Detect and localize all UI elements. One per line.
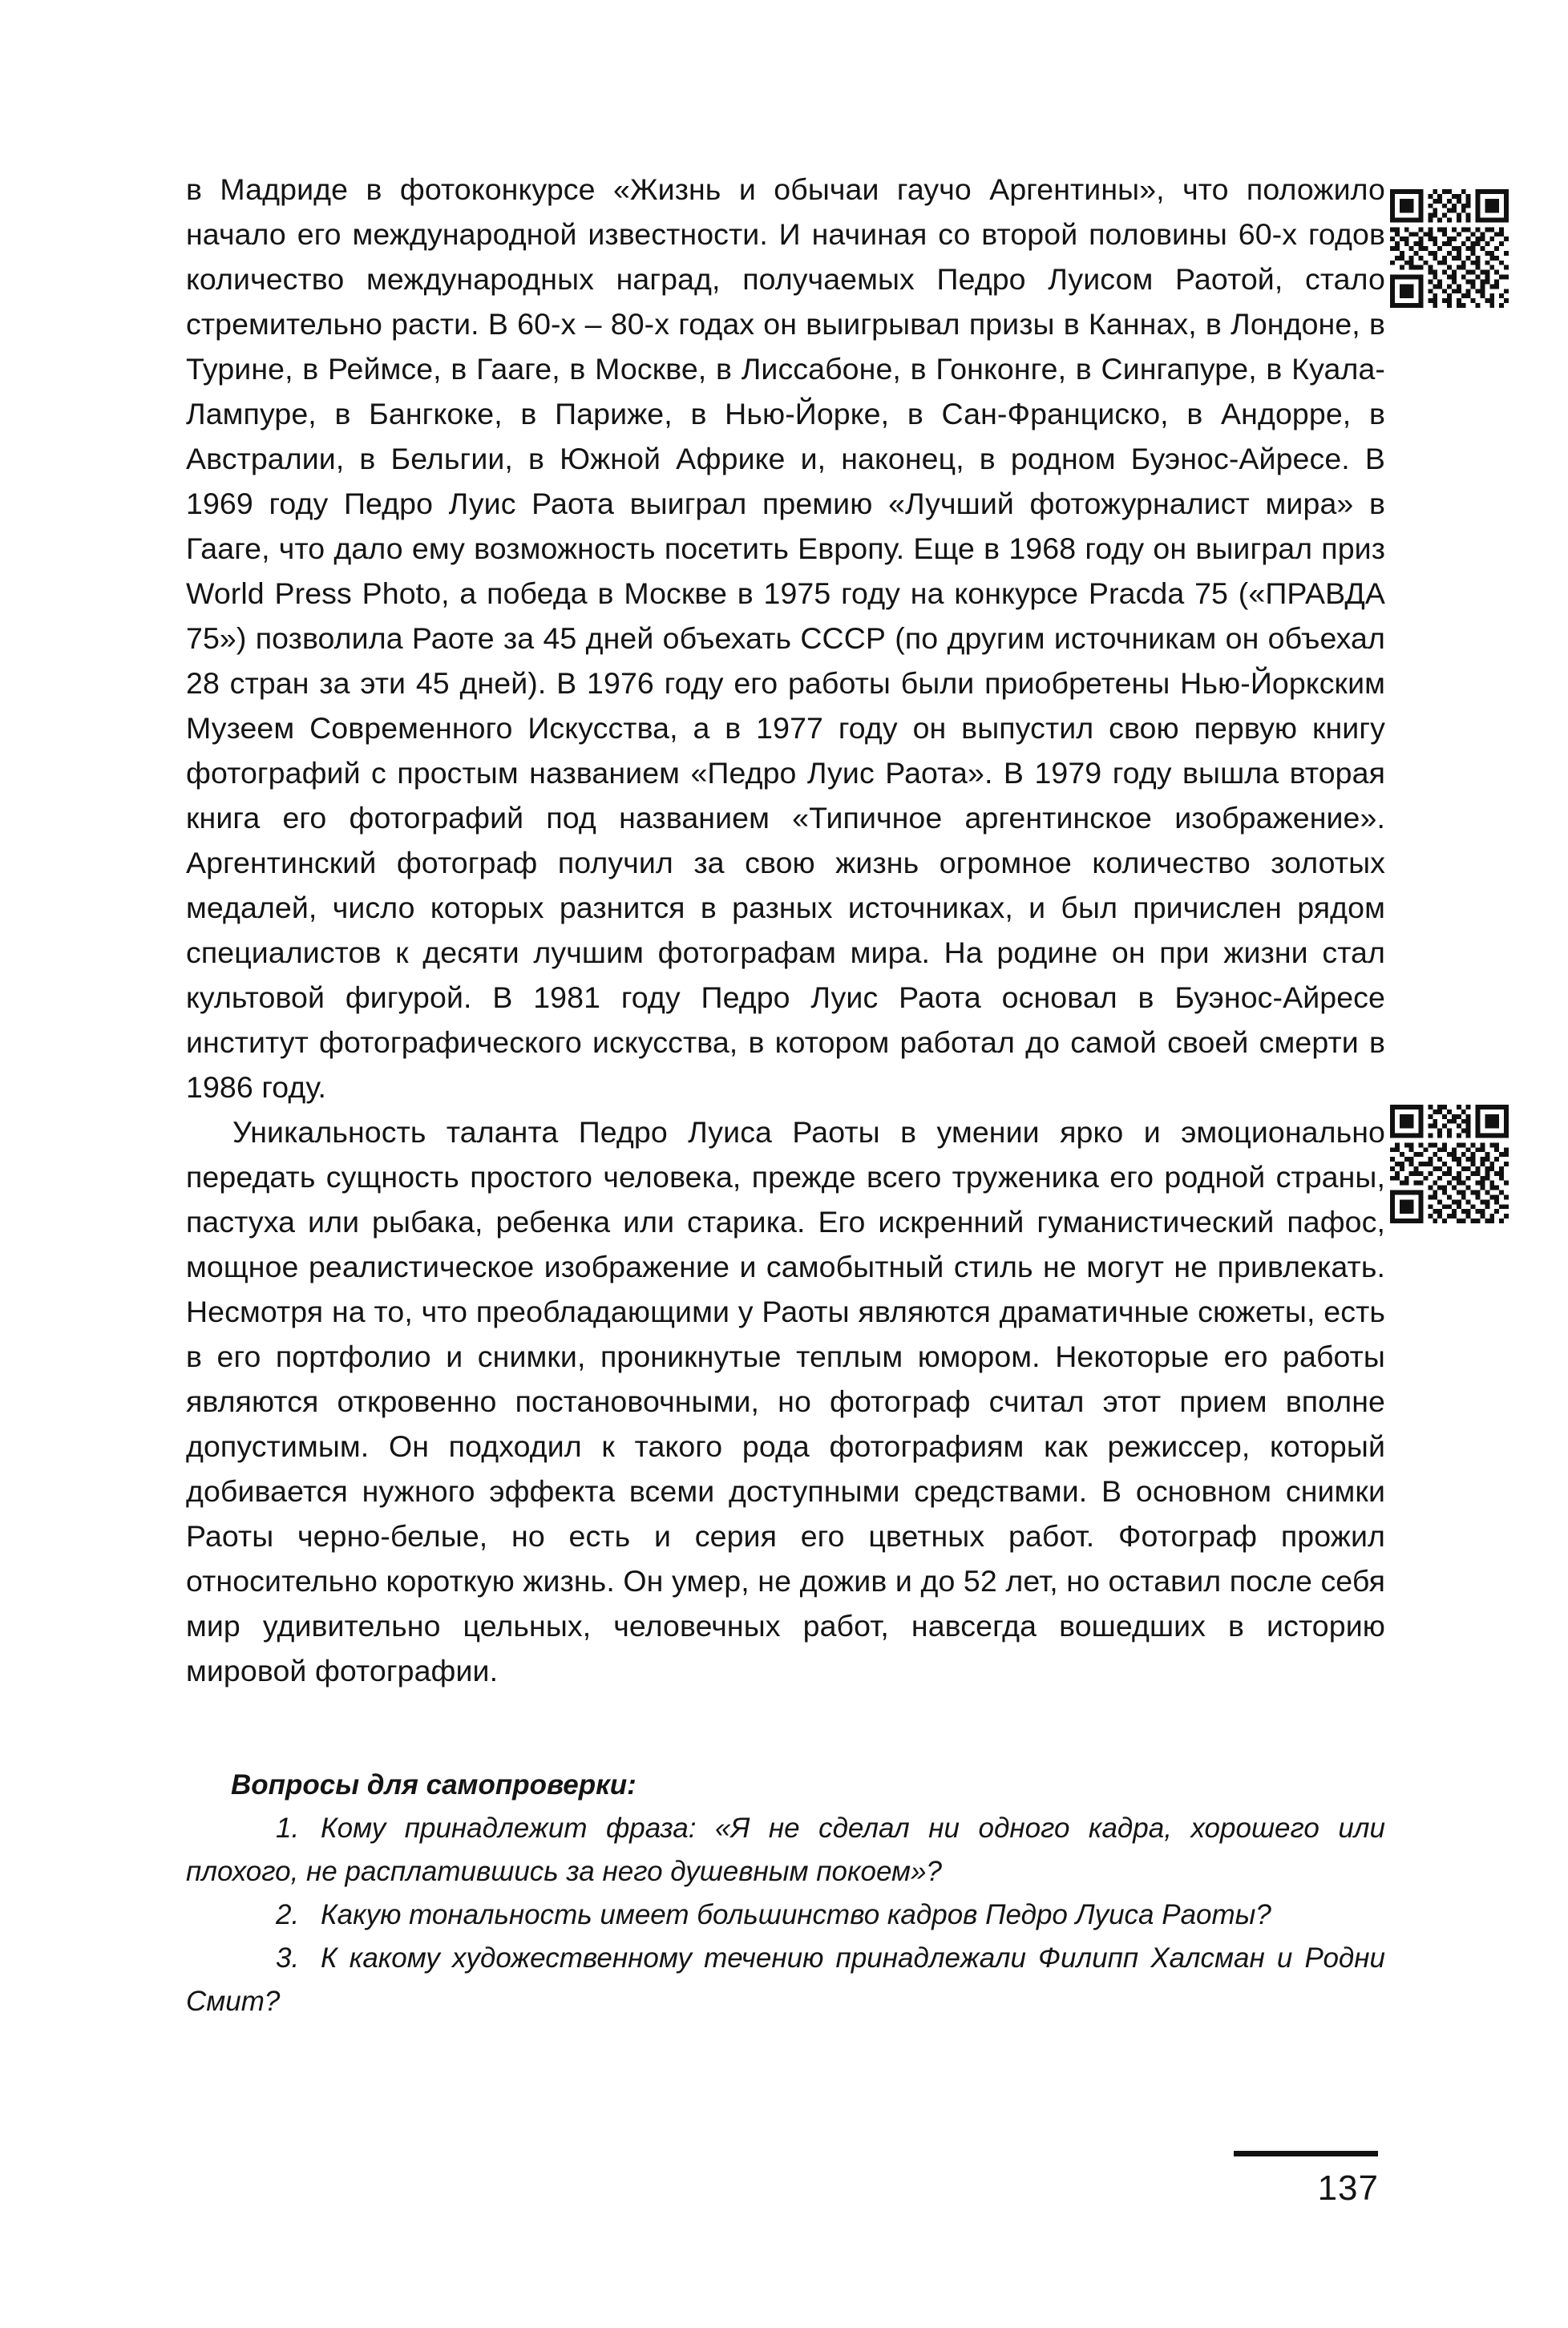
body-paragraph-2: Уникальность таланта Педро Луиса Раоты в умении ярко и эмоционально передать сущность простого человека, прежде всего труженика его родной страны, пастуха или рыбака, ребенка или старика. Его искренний гуманистический пафос, мощное реалистическое изображение и самобытный стиль не могут не привлекать. Несмотря на то, что преобладающими у Раоты являются драматичные сюжеты, есть в его портфолио и снимки, проникнутые теплым юмором. Некоторые его работы являются откровенно постановочными, но фотограф считал этот прием вполне допустимым. Он подходил к такого рода фотографиям как режиссер, который добивается нужного эффекта всеми доступными средствами. В основном снимки Раоты черно-белые, но есть и серия его цветных работ. Фотограф прожил относительно короткую жизнь. Он умер, не дожив и до 52 лет, но оставил после себя мир удивительно цельных, человечных работ, навсегда вошедших в историю мировой фотографии. [186,1115,1385,1687]
question-number-3: 3. [276,1942,300,1974]
question-item-2 [186,1894,1385,1937]
self-check-questions-section [186,1764,1385,2023]
text-column [186,167,1385,2023]
body-paragraph-1: в Мадриде в фотоконкурсе «Жизнь и обычаи гаучо Аргентины», что положило начало его международной известности. И начиная со второй половины 60-х годов количество международных наград, получаемых Педро Луисом Раотой, стало стремительно расти. В 60-х – 80-х годах он выигрывал призы в Каннах, в Лондоне, в Турине, в Реймсе, в Гааге, в Москве, в Лиссабоне, в Гонконге, в Сингапуре, в Куала-Лампуре, в Бангкоке, в Париже, в Нью-Йорке, в Сан-Франциско, в Андорре, в Австралии, в Бельгии, в Южной Африке и, наконец, в родном Буэнос-Айресе. В 1969 году Педро Луис Раота выиграл премию «Лучший фотожурналист мира» в Гааге, что дало ему возможность посетить Европу. Еще в 1968 году он выиграл приз World Press Photo, а победа в Москве в 1975 году на конкурсе Pracda 75 («ПРАВДА 75») позволила Раоте за 45 дней объехать СССР (по другим источникам он объехал 28 стран за эти 45 дней). В 1976 году его работы были приобретены Нью-Йоркским Музеем Современного Искусства, а в 1977 году он выпустил свою первую книгу фотографий с простым названием «Педро Луис Раота». В 1979 году вышла вторая книга его фотографий под названием «Типичное аргентинское изображение». Аргентинский фотограф получил за свою жизнь огромное количество золотых медалей, число которых разнится в разных источниках, и был причислен рядом специалистов к десяти лучшим фотографам мира. На родине он при жизни стал культовой фигурой. В 1981 году Педро Луис Раота основал в Буэнос-Айресе институт фотографического искусства, в котором работал до самой своей смерти в 1986 году. [186,172,1385,1104]
footer-divider [1234,2151,1378,2156]
question-number-2: 2. [276,1899,300,1930]
qr-code-icon[interactable] [1390,1105,1509,1223]
question-text-1: Кому принадлежит фраза: «Я не сделал ни одного кадра, хорошего или плохого, не расплатившись за него душевным покоем»? [186,1813,1385,1887]
question-number-1: 1. [276,1813,300,1844]
question-item-3 [186,1937,1385,2023]
question-item-1 [186,1807,1385,1894]
qr-code-icon[interactable] [1390,189,1509,308]
question-text-3: К какому художественному течению принадлежали Филипп Халсман и Родни Смит? [186,1942,1385,2017]
page-number: 137 [1317,2168,1379,2208]
question-text-2: Какую тональность имеет большинство кадров Педро Луиса Раоты? [321,1899,1271,1930]
questions-heading: Вопросы для самопроверки: [231,1769,636,1801]
